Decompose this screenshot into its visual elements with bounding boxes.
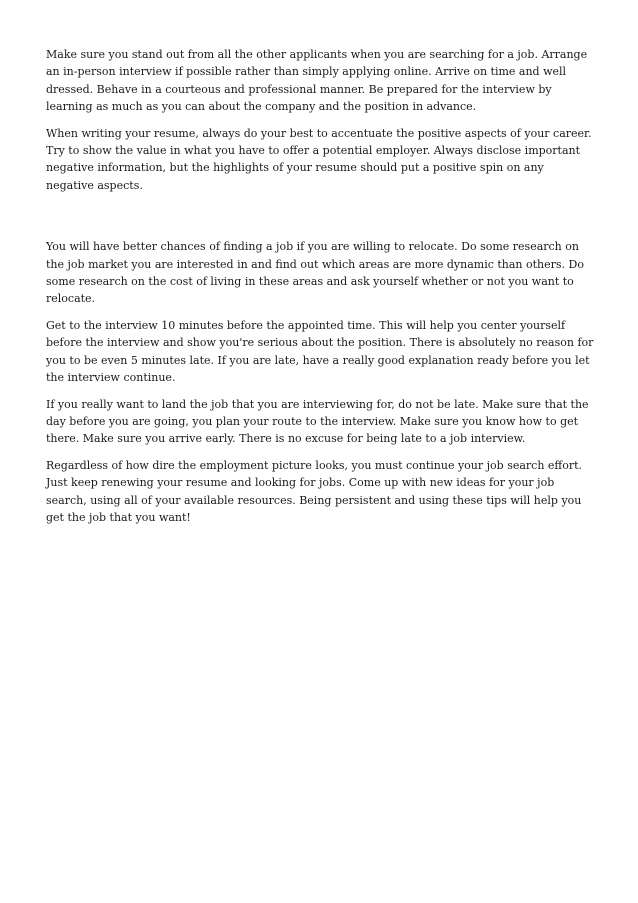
paragraph-resume: When writing your resume, always do your best to accentuate the positive aspects of your career. Try to show the value in what you have to offer a potential employer. Always disclose important negative information, but the highlights of your resume should put a positive spin on any negative aspects.	[46, 126, 592, 192]
document-body	[46, 46, 594, 535]
paragraph-persistence: Regardless of how dire the employment picture looks, you must continue your job search effort. Just keep renewing your resume and looking for jobs. Come up with new ideas for your job search, using all of your available resources. Being persistent and using these tips will help you get the job that you want!	[46, 458, 583, 524]
paragraph-arrive-early: Get to the interview 10 minutes before the appointed time. This will help you center yourself before the interview and show you're serious about the position. There is absolutely no reason for you to be even 5 minutes late. If you are late, have a really good explanation ready before you let the interview continue.	[46, 318, 594, 385]
paragraph-stand-out: Make sure you stand out from all the other applicants when you are searching for a job. Arrange an in-person interview if possible rather than simply applying online. Arrive on time and well dressed. Behave in a courteous and professional manner. Be prepared for the interview by learning as much as you can about the company and the position in advance.	[46, 48, 588, 114]
paragraph-do-not-be-late: If you really want to land the job that you are interviewing for, do not be late. Make sure that the day before you are going, you plan your route to the interview. Make sure you know how to get there. Make sure you arrive early. There is no excuse for being late to a job interview.	[46, 397, 589, 446]
paragraph-relocate: You will have better chances of finding a job if you are willing to relocate. Do some research on the job market you are interested in and find out which areas are more dynamic than others. Do some research on the cost of living in these areas and ask yourself whether or not you want to relocate.	[46, 240, 584, 306]
